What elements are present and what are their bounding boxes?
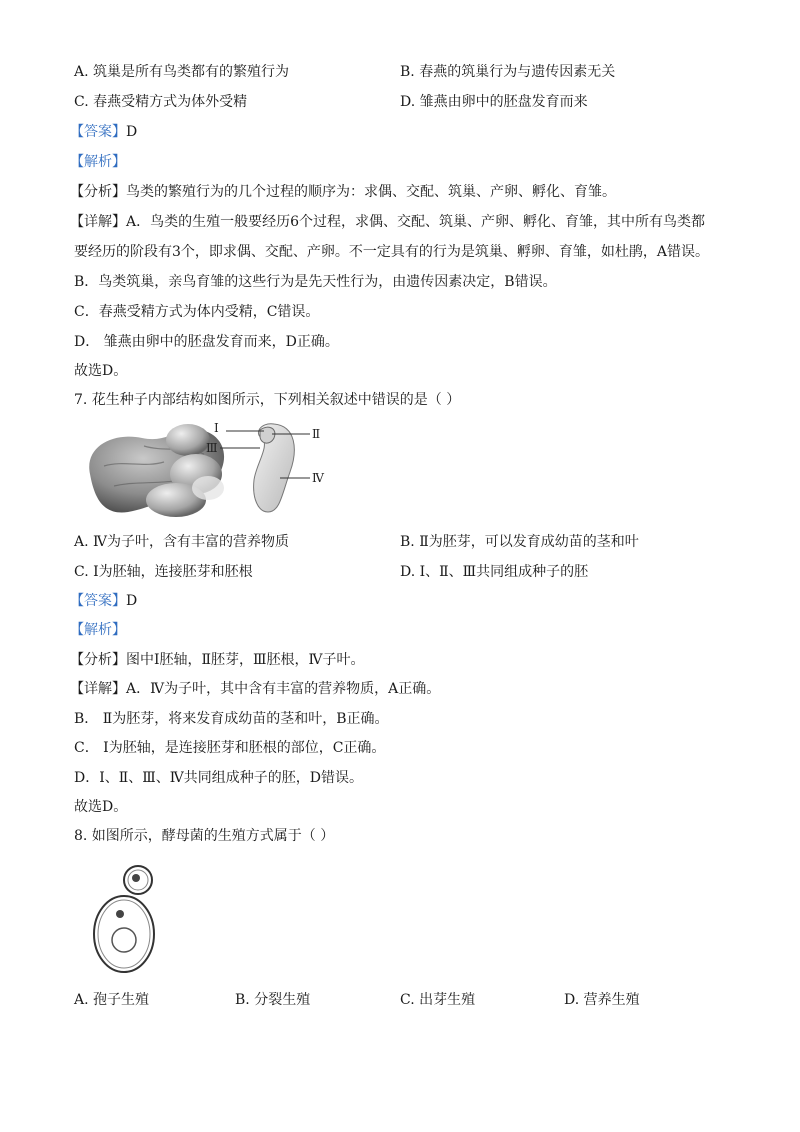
q6-option-c: C. 春燕受精方式为体外受精	[74, 94, 248, 110]
embryo	[260, 427, 275, 443]
answer-value: D	[126, 593, 138, 609]
fenxi-tag: 【分析】	[70, 184, 126, 200]
answer-tag: 【答案】	[70, 593, 126, 609]
q7-stem: 7. 花生种子内部结构如图所示，下列相关叙述中错误的是（ ）	[74, 392, 461, 408]
q7-conclusion: 故选D。	[74, 799, 128, 815]
q6-detail-4: C．春燕受精方式为体内受精，C错误。	[74, 304, 320, 320]
q6-detail-1	[70, 212, 705, 232]
mother-cell	[94, 896, 154, 972]
q6-option-d: D. 雏燕由卵中的胚盘发育而来	[400, 94, 588, 110]
peanut-seed-1	[166, 424, 210, 456]
detail-text: A．鸟类的生殖一般要经历6个过程，求偶、交配、筑巢、产卵、孵化、育雏，其中所有鸟类都	[126, 214, 706, 230]
q7-answer	[70, 591, 137, 611]
q6-fenxi	[70, 182, 616, 202]
q7-detail-4: D．Ⅰ、Ⅱ、Ⅲ、Ⅳ共同组成种子的胚，D错误。	[74, 770, 363, 786]
fenxi-tag: 【分析】	[70, 652, 126, 668]
q7-detail-3: C． Ⅰ为胚轴，是连接胚芽和胚根的部位，C正确。	[74, 740, 386, 756]
fenxi-text: 鸟类的繁殖行为的几个过程的顺序为：求偶、交配、筑巢、产卵、孵化、育雏。	[126, 184, 616, 200]
label-ii: Ⅱ	[312, 427, 321, 441]
fenxi-text: 图中Ⅰ胚轴，Ⅱ胚芽，Ⅲ胚根，Ⅳ子叶。	[126, 652, 365, 668]
q7-analysis-heading	[70, 620, 126, 640]
nucleus	[116, 910, 124, 918]
label-iii: Ⅲ	[206, 441, 218, 455]
q7-option-a: A. Ⅳ为子叶，含有丰富的营养物质	[74, 534, 289, 550]
q8-option-a: A. 孢子生殖	[74, 992, 150, 1008]
analysis-tag: 【解析】	[70, 622, 126, 638]
q6-option-a: A. 筑巢是所有鸟类都有的繁殖行为	[74, 64, 290, 80]
q8-option-d: D. 营养生殖	[564, 992, 640, 1008]
q6-option-b: B. 春燕的筑巢行为与遗传因素无关	[400, 64, 616, 80]
yeast-budding-illustration	[86, 858, 176, 978]
q8-option-c: C. 出芽生殖	[400, 992, 476, 1008]
q6-detail-5: D． 雏燕由卵中的胚盘发育而来，D正确。	[74, 334, 339, 350]
bud-nucleus	[132, 874, 140, 882]
q6-answer	[70, 122, 137, 142]
detail-tag: 【详解】	[70, 214, 126, 230]
q6-conclusion: 故选D。	[74, 363, 128, 379]
detail-text: A．Ⅳ为子叶，其中含有丰富的营养物质，A正确。	[126, 681, 441, 697]
label-i: Ⅰ	[214, 421, 219, 435]
q7-option-d: D. Ⅰ、Ⅱ、Ⅲ共同组成种子的胚	[400, 564, 589, 580]
q7-fenxi	[70, 650, 365, 670]
peanut-figure	[84, 416, 334, 522]
answer-value: D	[126, 124, 138, 140]
label-iv: Ⅳ	[312, 471, 324, 485]
vacuole	[112, 928, 136, 952]
peanut-seed-illustration	[84, 416, 334, 522]
yeast-figure	[86, 858, 176, 978]
answer-tag: 【答案】	[70, 124, 126, 140]
q6-detail-2: 要经历的阶段有3个，即求偶、交配、产卵。不一定具有的行为是筑巢、孵卵、育雏，如杜鹃，A错误。	[74, 244, 710, 260]
q6-detail-3: B．鸟类筑巢，亲鸟育雏的这些行为是先天性行为，由遗传因素决定，B错误。	[74, 274, 557, 290]
detail-tag: 【详解】	[70, 681, 126, 697]
q6-analysis-heading	[70, 152, 126, 172]
q7-option-c: C. Ⅰ为胚轴，连接胚芽和胚根	[74, 564, 253, 580]
q7-detail-1	[70, 679, 440, 699]
q7-detail-2: B． Ⅱ为胚芽，将来发育成幼苗的茎和叶，B正确。	[74, 711, 389, 727]
q7-option-b: B. Ⅱ为胚芽，可以发育成幼苗的茎和叶	[400, 534, 639, 550]
q8-option-b: B. 分裂生殖	[235, 992, 311, 1008]
q8-stem: 8. 如图所示，酵母菌的生殖方式属于（ ）	[74, 828, 335, 844]
analysis-tag: 【解析】	[70, 154, 126, 170]
